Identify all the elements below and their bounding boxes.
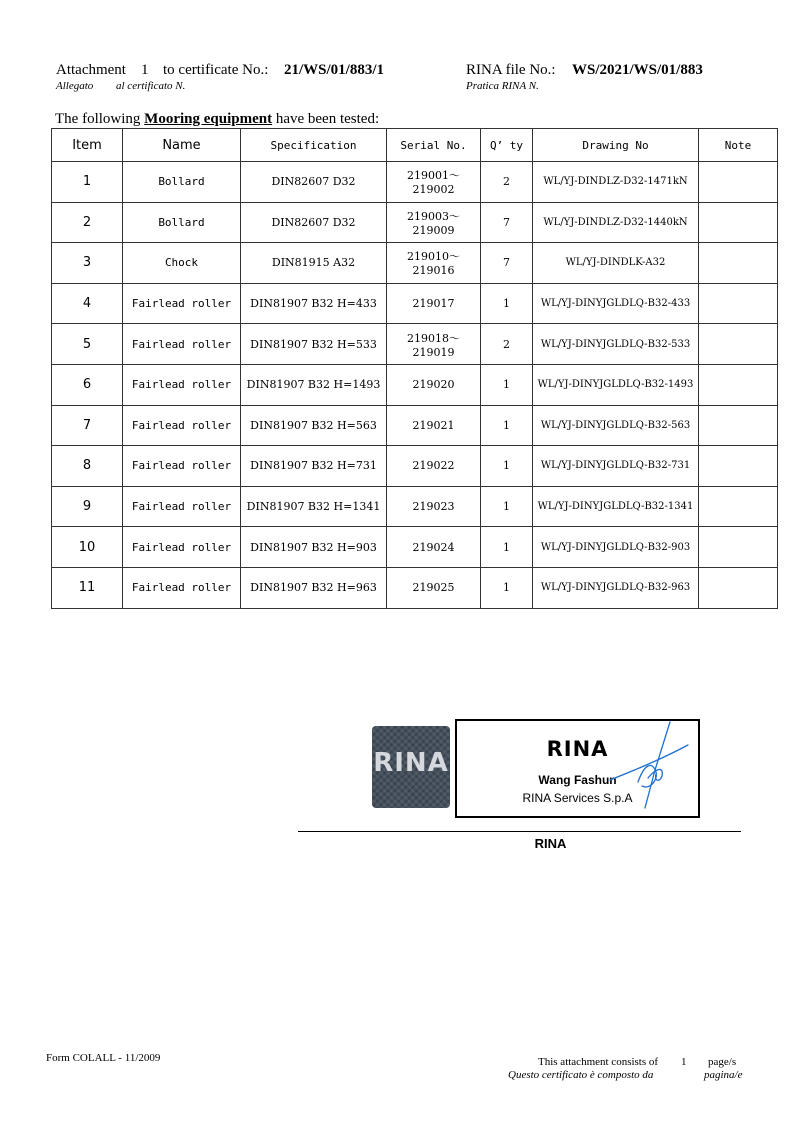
cell-serial: 219001～219002 (387, 162, 481, 203)
cell-note (699, 324, 778, 365)
cell-qty: 1 (481, 405, 533, 446)
cell-item: 8 (52, 446, 123, 487)
cell-serial: 219020 (387, 364, 481, 405)
cell-item: 2 (52, 202, 123, 243)
cell-name: Bollard (123, 202, 241, 243)
stamp-logo: RINA (546, 737, 609, 761)
seal-logo: RINA (373, 748, 449, 778)
cell-specification: DIN81915 A32 (241, 243, 387, 284)
cell-qty: 1 (481, 527, 533, 568)
signature-label: RINA (534, 836, 567, 851)
cell-qty: 2 (481, 162, 533, 203)
cell-note (699, 243, 778, 284)
cell-qty: 1 (481, 567, 533, 608)
cell-specification: DIN81907 B32 H=433 (241, 283, 387, 324)
cell-drawing: WL/YJ-DINYJGLDLQ-B32-731 (533, 446, 699, 487)
rina-seal (372, 726, 450, 808)
cell-qty: 1 (481, 486, 533, 527)
pratica-label: Pratica RINA N. (466, 80, 539, 92)
table-row (52, 283, 778, 324)
cell-name: Fairlead roller (123, 567, 241, 608)
cell-item: 11 (52, 567, 123, 608)
form-code: Form COLALL - 11/2009 (46, 1052, 161, 1064)
table-row (52, 405, 778, 446)
cell-serial: 219021 (387, 405, 481, 446)
page-count-footer (508, 1056, 748, 1082)
column-header-specification: Specification (241, 129, 387, 162)
intro-suffix: have been tested: (275, 111, 380, 127)
allegato-label: Allegato (56, 80, 94, 92)
cell-serial: 219025 (387, 567, 481, 608)
cell-specification: DIN81907 B32 H=563 (241, 405, 387, 446)
attachment-number: 1 (141, 62, 149, 78)
signer-name: Wang Fashun (538, 773, 617, 787)
page-count: 1 (681, 1056, 687, 1068)
cell-note (699, 567, 778, 608)
cell-name: Fairlead roller (123, 364, 241, 405)
cell-drawing: WL/YJ-DINDLZ-D32-1471kN (533, 162, 699, 203)
cell-name: Fairlead roller (123, 324, 241, 365)
column-header-qty: Q’ ty (481, 129, 533, 162)
column-header-item: Item (52, 129, 123, 162)
table-row (52, 446, 778, 487)
cell-specification: DIN82607 D32 (241, 202, 387, 243)
cell-serial: 219010～219016 (387, 243, 481, 284)
cell-name: Fairlead roller (123, 283, 241, 324)
to-certificate-label: to certificate No.: (163, 62, 269, 78)
certificate-number: 21/WS/01/883/1 (284, 62, 385, 78)
cell-drawing: WL/YJ-DINYJGLDLQ-B32-563 (533, 405, 699, 446)
cell-note (699, 405, 778, 446)
column-header-name: Name (123, 129, 241, 162)
intro-subject: Mooring equipment (144, 111, 273, 127)
cell-qty: 1 (481, 283, 533, 324)
table-row (52, 243, 778, 284)
table-header-row (52, 129, 778, 162)
cell-serial: 219003～219009 (387, 202, 481, 243)
cell-name: Bollard (123, 162, 241, 203)
cell-qty: 7 (481, 202, 533, 243)
attachment-label: Attachment (56, 62, 126, 78)
cell-item: 5 (52, 324, 123, 365)
stamp-company: RINA Services S.p.A (522, 791, 633, 805)
cell-drawing: WL/YJ-DINYJGLDLQ-B32-433 (533, 283, 699, 324)
cell-drawing: WL/YJ-DINYJGLDLQ-B32-1341 (533, 486, 699, 527)
table-row (52, 324, 778, 365)
cell-note (699, 364, 778, 405)
column-header-drawing: Drawing No (533, 129, 699, 162)
column-header-serial: Serial No. (387, 129, 481, 162)
cell-specification: DIN81907 B32 H=963 (241, 567, 387, 608)
cell-name: Chock (123, 243, 241, 284)
equipment-table (51, 128, 778, 609)
cell-serial: 219022 (387, 446, 481, 487)
cell-drawing: WL/YJ-DINYJGLDLQ-B32-1493 (533, 364, 699, 405)
rina-file-number: WS/2021/WS/01/883 (572, 62, 703, 78)
cell-item: 4 (52, 283, 123, 324)
cell-specification: DIN81907 B32 H=1341 (241, 486, 387, 527)
cell-specification: DIN81907 B32 H=533 (241, 324, 387, 365)
cell-item: 10 (52, 527, 123, 568)
intro-line (55, 111, 379, 128)
cell-qty: 2 (481, 324, 533, 365)
cell-qty: 7 (481, 243, 533, 284)
table-row (52, 486, 778, 527)
cell-item: 3 (52, 243, 123, 284)
cell-note (699, 283, 778, 324)
cell-serial: 219023 (387, 486, 481, 527)
consists-of-label: This attachment consists of (538, 1056, 659, 1068)
cell-specification: DIN81907 B32 H=903 (241, 527, 387, 568)
cell-name: Fairlead roller (123, 446, 241, 487)
table-row (52, 364, 778, 405)
cell-item: 6 (52, 364, 123, 405)
cell-item: 7 (52, 405, 123, 446)
signature-line (298, 831, 741, 832)
table-row (52, 202, 778, 243)
rina-file-label: RINA file No.: (466, 62, 556, 78)
composto-label: Questo certificato è composto da (508, 1069, 654, 1081)
table-row (52, 567, 778, 608)
cell-note (699, 162, 778, 203)
cell-item: 9 (52, 486, 123, 527)
cell-note (699, 446, 778, 487)
cell-item: 1 (52, 162, 123, 203)
cell-serial: 219024 (387, 527, 481, 568)
table-body (52, 162, 778, 609)
table-row (52, 162, 778, 203)
cell-note (699, 202, 778, 243)
pages-label: page/s (708, 1056, 737, 1068)
cell-drawing: WL/YJ-DINYJGLDLQ-B32-533 (533, 324, 699, 365)
cell-specification: DIN82607 D32 (241, 162, 387, 203)
cell-note (699, 486, 778, 527)
cell-drawing: WL/YJ-DINDLK-A32 (533, 243, 699, 284)
cell-specification: DIN81907 B32 H=731 (241, 446, 387, 487)
cell-qty: 1 (481, 446, 533, 487)
cell-name: Fairlead roller (123, 405, 241, 446)
cell-note (699, 527, 778, 568)
intro-prefix: The following (55, 111, 141, 127)
column-header-note: Note (699, 129, 778, 162)
cell-serial: 219017 (387, 283, 481, 324)
cell-name: Fairlead roller (123, 486, 241, 527)
al-certificato-label: al certificato N. (116, 80, 186, 92)
cell-serial: 219018～219019 (387, 324, 481, 365)
cell-qty: 1 (481, 364, 533, 405)
pagina-label: pagina/e (704, 1069, 743, 1081)
cell-name: Fairlead roller (123, 527, 241, 568)
handwritten-signature (600, 720, 695, 815)
cell-drawing: WL/YJ-DINYJGLDLQ-B32-903 (533, 527, 699, 568)
table-row (52, 527, 778, 568)
cell-drawing: WL/YJ-DINDLZ-D32-1440kN (533, 202, 699, 243)
cell-drawing: WL/YJ-DINYJGLDLQ-B32-963 (533, 567, 699, 608)
cell-specification: DIN81907 B32 H=1493 (241, 364, 387, 405)
